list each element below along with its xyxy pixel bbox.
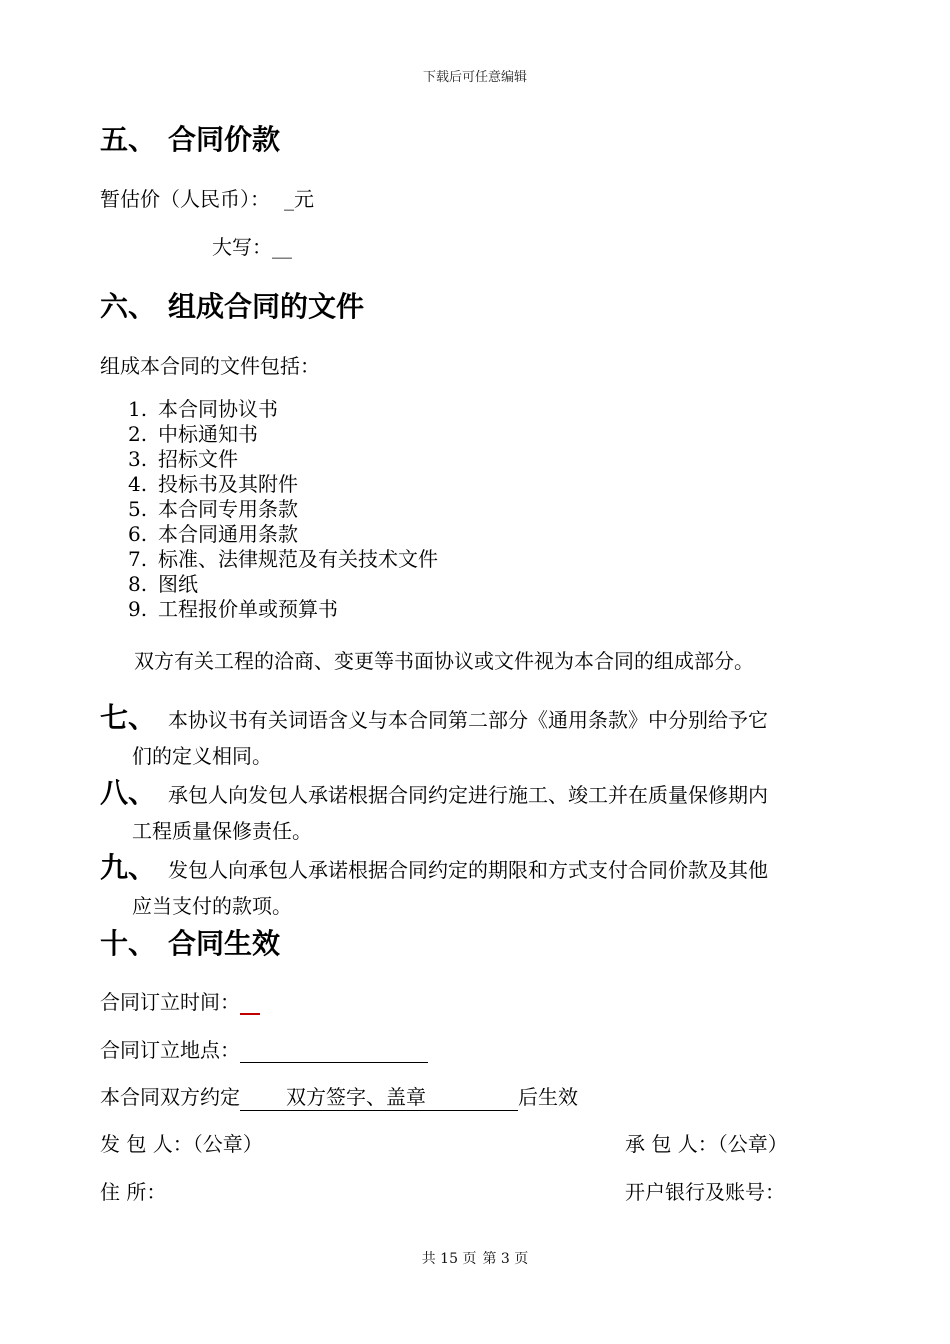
page-header: 下载后可任意编辑 [422,70,527,85]
section-10-number: 十、 [100,927,157,960]
amount-in-words-value: __ [272,235,292,259]
section-6-number: 六、 [100,290,157,323]
address-label: 住 所： [100,1180,167,1204]
employer-seal-label: 发 包 人：（公章） [100,1132,263,1156]
signing-time-label: 合同订立时间： [100,990,240,1014]
section-7-line-1: 本协议书有关词语含义与本合同第二部分《通用条款》中分别给予它 [168,708,768,732]
contract-documents-list [128,397,438,622]
documents-closing: 双方有关工程的洽商、变更等书面协议或文件视为本合同的组成部分。 [134,649,754,673]
section-7-line-2: 们的定义相同。 [132,744,272,768]
section-6-title: 组成合同的文件 [168,290,365,323]
documents-intro: 组成本合同的文件包括： [100,354,320,378]
section-10-title: 合同生效 [168,927,281,960]
list-item: 2. 中标通知书 [128,422,258,446]
section-7-clause [100,700,840,774]
effective-prefix: 本合同双方约定 [100,1085,240,1109]
bank-account-label: 开户银行及账号： [625,1180,785,1204]
contractor-seal-label: 承 包 人：（公章） [625,1132,788,1156]
section-8-line-2: 工程质量保修责任。 [132,819,312,843]
section-5-title: 合同价款 [168,123,281,156]
list-item: 9. 工程报价单或预算书 [128,597,338,621]
list-item: 1. 本合同协议书 [128,397,278,421]
list-item: 4. 投标书及其附件 [128,472,298,496]
estimated-price-label: 暂估价（人民币）： [100,187,270,211]
section-6-heading [100,285,364,325]
signing-place-label: 合同订立地点： [100,1038,240,1062]
list-item: 7. 标准、法律规范及有关技术文件 [128,547,438,571]
total-pages: 共 15 页 [421,1251,477,1267]
estimated-price-value: _元 [284,187,314,211]
effective-condition-value: 双方签字、盖章 [240,1081,518,1111]
list-item: 6. 本合同通用条款 [128,522,298,546]
section-9-number: 九、 [100,851,157,884]
section-7-number: 七、 [100,701,157,734]
signing-place-line [100,1034,428,1063]
amount-in-words-label: 大写： [212,235,272,259]
section-8-clause [100,775,840,849]
section-5-heading [100,118,280,158]
estimated-price-line [100,183,314,212]
signing-place-field [240,1040,428,1063]
effective-condition-line [100,1081,578,1111]
section-9-line-1: 发包人向承包人承诺根据合同约定的期限和方式支付合同价款及其他 [168,858,768,882]
section-8-line-1: 承包人向发包人承诺根据合同约定进行施工、竣工并在质量保修期内 [168,783,768,807]
list-item: 3. 招标文件 [128,447,238,471]
section-9-clause [100,850,840,924]
section-8-number: 八、 [100,776,157,809]
section-10-heading [100,922,280,962]
current-page: 第 3 页 [482,1251,529,1267]
section-9-line-2: 应当支付的款项。 [132,894,292,918]
signing-time-line [100,986,260,1015]
amount-in-words-line [212,231,292,260]
effective-suffix: 后生效 [518,1085,578,1109]
list-item: 5. 本合同专用条款 [128,497,298,521]
signing-time-field [240,991,260,1015]
page-footer [0,1248,950,1268]
list-item: 8. 图纸 [128,572,198,596]
section-5-number: 五、 [100,123,157,156]
